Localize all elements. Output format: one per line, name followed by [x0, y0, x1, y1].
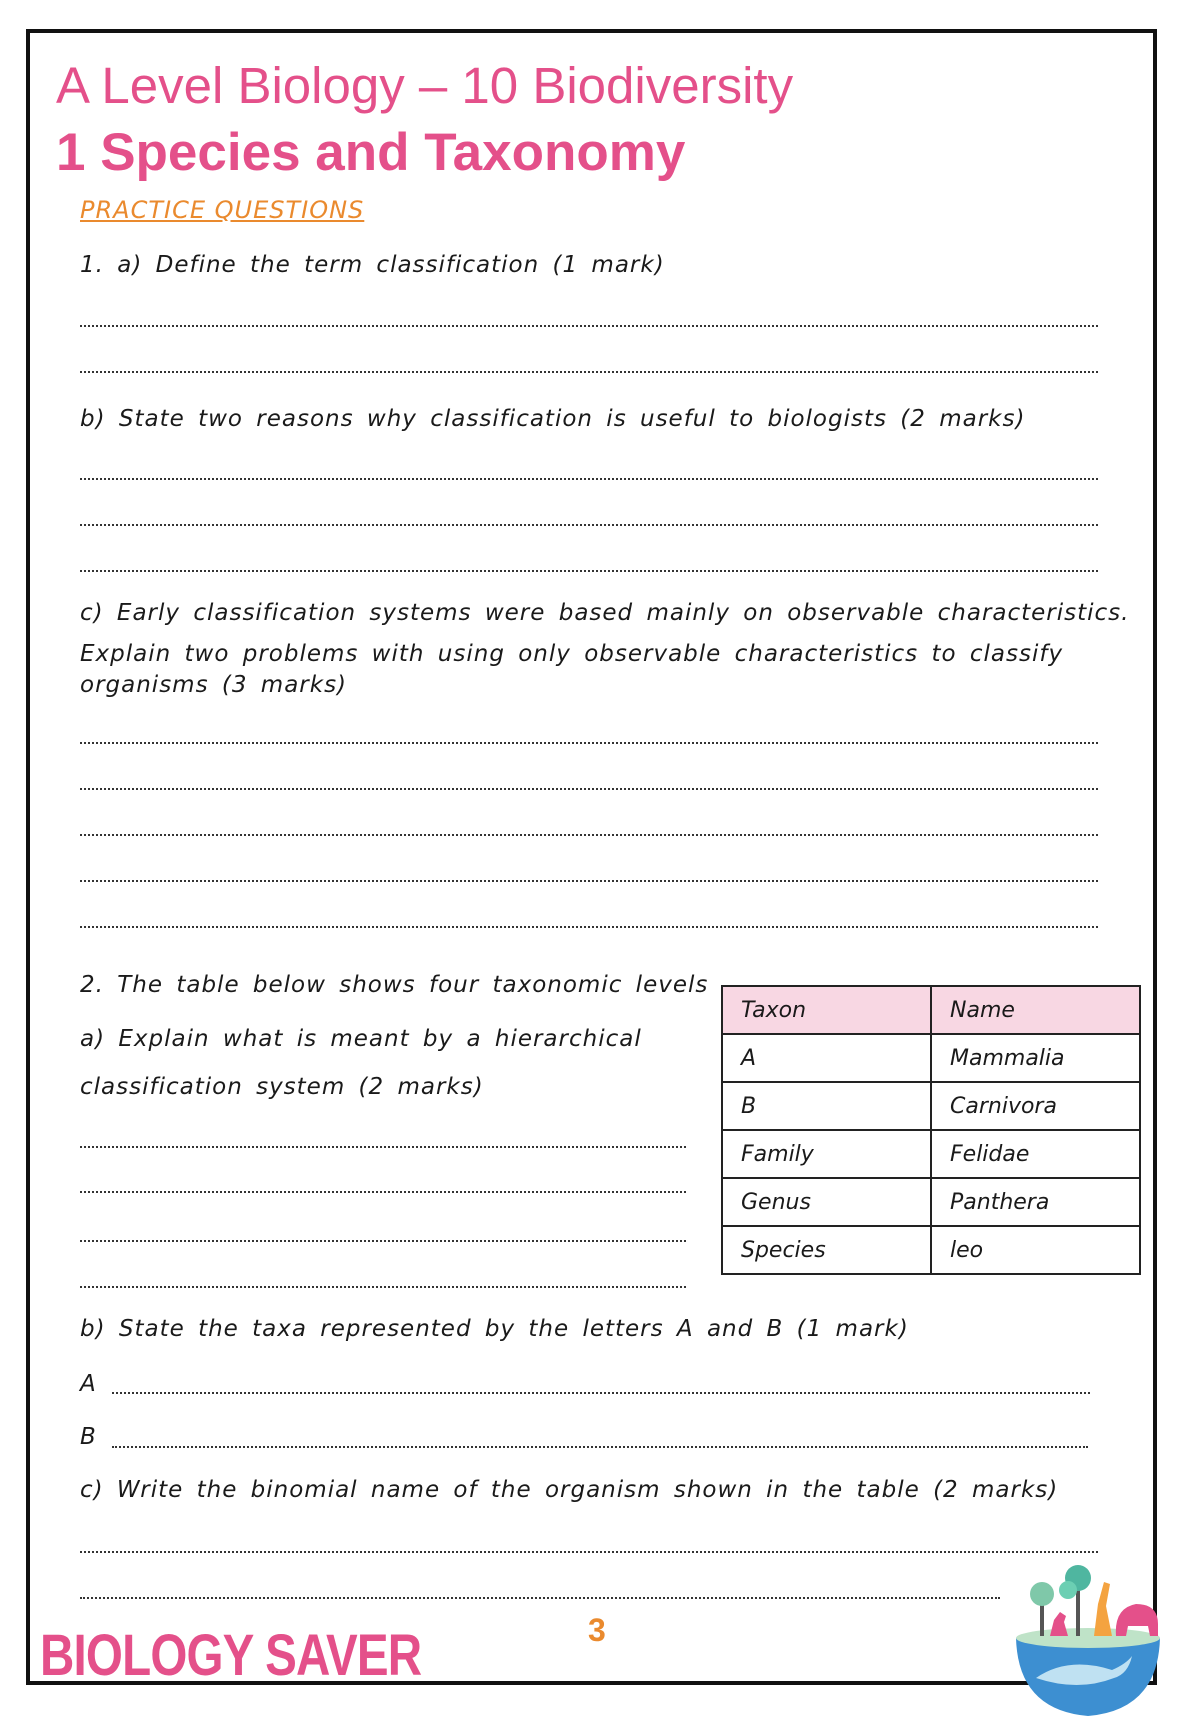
question-1c-line3: organisms (3 marks): [80, 672, 348, 698]
question-1c-line2: Explain two problems with using only observable characteristics to classify: [80, 641, 1064, 667]
table-cell: Felidae: [931, 1130, 1140, 1178]
answer-line[interactable]: [80, 570, 1098, 572]
table-header-row: [722, 986, 1140, 1034]
answer-line[interactable]: [80, 325, 1098, 327]
answer-line[interactable]: [80, 788, 1098, 790]
question-2a-line1: a) Explain what is meant by a hierarchical: [80, 1026, 642, 1052]
answer-line-b[interactable]: [112, 1446, 1088, 1448]
table-row: [722, 1226, 1140, 1274]
answer-line[interactable]: [80, 1286, 686, 1288]
brand-logo-text: BIOLOGY SAVER: [40, 1623, 422, 1688]
table-cell: A: [722, 1034, 931, 1082]
question-2c: c) Write the binomial name of the organism shown in the table (2 marks): [80, 1477, 1059, 1503]
answer-line[interactable]: [80, 880, 1098, 882]
question-2-intro: 2. The table below shows four taxonomic levels: [80, 972, 709, 998]
question-2b: b) State the taxa represented by the letters A and B (1 mark): [80, 1316, 909, 1342]
question-1b: b) State two reasons why classification is useful to biologists (2 marks): [80, 406, 1026, 432]
page-subtitle: 1 Species and Taxonomy: [56, 123, 686, 182]
biodiversity-globe-logo: [1008, 1560, 1168, 1718]
answer-line[interactable]: [80, 1240, 686, 1242]
page-title: A Level Biology – 10 Biodiversity: [56, 57, 794, 114]
table-row: [722, 1034, 1140, 1082]
table-cell: leo: [931, 1226, 1140, 1274]
answer-line[interactable]: [80, 834, 1098, 836]
question-1a: 1. a) Define the term classification (1 mark): [80, 252, 665, 278]
answer-line[interactable]: [80, 478, 1098, 480]
section-heading: PRACTICE QUESTIONS: [80, 196, 365, 224]
question-1c-line1: c) Early classification systems were based mainly on observable characteristics.: [80, 600, 1130, 626]
table-cell: Family: [722, 1130, 931, 1178]
table-header: Name: [931, 986, 1140, 1034]
answer-label-b: B: [80, 1424, 96, 1450]
table-cell: Genus: [722, 1178, 931, 1226]
answer-line[interactable]: [80, 1191, 686, 1193]
table-cell: Species: [722, 1226, 931, 1274]
answer-line[interactable]: [80, 524, 1098, 526]
answer-line[interactable]: [80, 1551, 1098, 1553]
table-row: [722, 1178, 1140, 1226]
taxonomy-table: [721, 985, 1141, 1275]
page-number: 3: [588, 1612, 606, 1648]
answer-line[interactable]: [80, 742, 1098, 744]
table-cell: Panthera: [931, 1178, 1140, 1226]
table-cell: B: [722, 1082, 931, 1130]
answer-line[interactable]: [80, 1597, 1000, 1599]
answer-line[interactable]: [80, 1146, 686, 1148]
answer-line[interactable]: [80, 926, 1098, 928]
table-row: [722, 1082, 1140, 1130]
answer-line-a[interactable]: [112, 1392, 1090, 1394]
table-cell: Mammalia: [931, 1034, 1140, 1082]
table-row: [722, 1130, 1140, 1178]
answer-label-a: A: [80, 1371, 96, 1397]
table-cell: Carnivora: [931, 1082, 1140, 1130]
question-2a-line2: classification system (2 marks): [80, 1074, 484, 1100]
answer-line[interactable]: [80, 371, 1098, 373]
table-header: Taxon: [722, 986, 931, 1034]
